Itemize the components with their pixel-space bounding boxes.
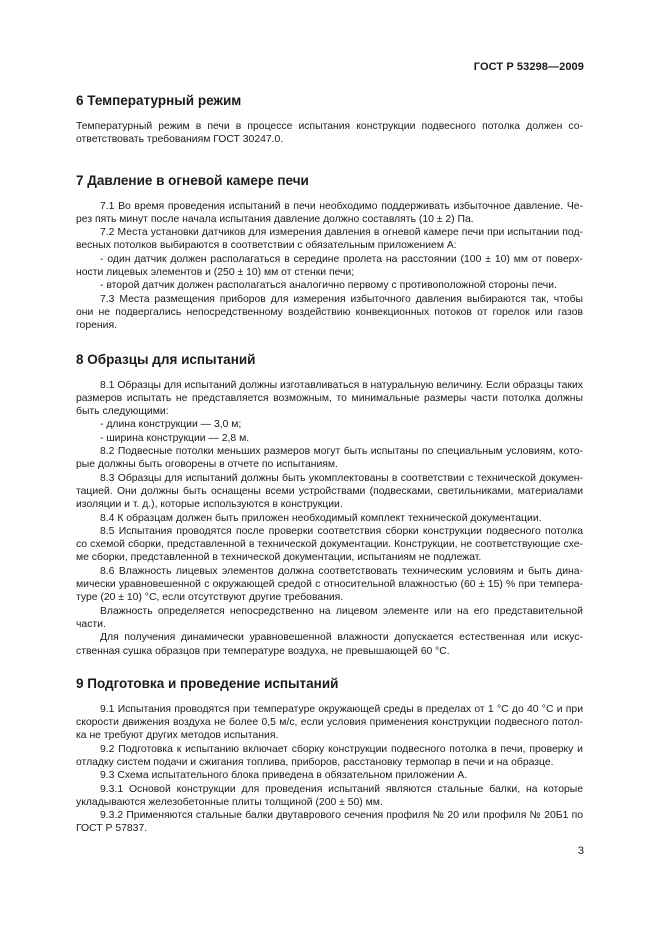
section-8-paragraph-1: 8.1 Образцы для испытаний должны изготавливаться в натуральную величину. Если образцы таких размеров испытать не представляется возможным, то минимальные размеры части потолка должны быть следующими: <box>76 379 583 418</box>
section-8-paragraph-5: 8.3 Образцы для испытаний должны быть укомплектованы в соответствии с технической документацией. Они должны быть оснащены всеми устройствами (подвесками, светильниками, материалами изоляции и т. д.), которые используются в конструкции. <box>76 472 583 511</box>
document-code: ГОСТ Р 53298—2009 <box>473 61 584 73</box>
section-8-paragraph-6: 8.4 К образцам должен быть приложен необходимый комплект технической документации. <box>100 512 542 524</box>
section-6-title: 6 Температурный режим <box>76 93 242 108</box>
section-8-paragraph-10: Для получения динамически уравновешенной влажности допускается естественная или искусственная сушка образцов при температуре воздуха, не превышающей 60 °С. <box>76 632 583 657</box>
section-9-paragraph-3: 9.3 Схема испытательного блока приведена в обязательном приложении А. <box>100 770 468 782</box>
section-9-paragraph-1: 9.1 Испытания проводятся при температуре окружающей среды в пределах от 1 °С до 40 °С и при скорости движения воздуха не более 0,5 м/с, если условия применения конструкции подвесного потолка не требуют других методов испытания. <box>76 703 583 742</box>
section-7-paragraph-3: - один датчик должен располагаться в середине пролета на расстоянии (100 ± 10) мм от поверхности лицевых элементов и (250 ± 10) мм от стенки печи; <box>76 253 583 279</box>
section-8-paragraph-9: Влажность определяется непосредственно на лицевом элементе или на его представительной части. <box>76 605 583 630</box>
section-8-paragraph-8: 8.6 Влажность лицевых элементов должна соответствовать техническим условиям и быть динамически уравновешенной с окружающей средой с относительной влажностью (60 ± 15) % при температуре (20 ± 10) °С, если отсутствуют другие требования. <box>76 565 583 604</box>
section-8-paragraph-4: 8.2 Подвесные потолки меньших размеров могут быть испытаны по специальным условиям, которые должны быть оговорены в отчете по испытаниям. <box>76 446 583 471</box>
section-7-paragraph-4: - второй датчик должен располагаться аналогично первому с противоположной стороны печи. <box>100 280 557 292</box>
section-7-paragraph-1: 7.1 Во время проведения испытаний в печи необходимо поддерживать избыточное давление. Через пять минут после начала испытания давление должно составлять (10 ± 2) Па. <box>76 200 583 225</box>
section-7-title: 7 Давление в огневой камере печи <box>76 172 309 188</box>
section-9-paragraph-2: 9.2 Подготовка к испытанию включает сборку конструкции подвесного потолка в печи, проверку и отладку систем подачи и сжигания топлива, приборов, расстановку термопар в печи и на образце. <box>76 743 583 768</box>
section-9-title: 9 Подготовка и проведение испытаний <box>76 675 339 691</box>
section-9-paragraph-4: 9.3.1 Основой конструкции для проведения испытаний являются стальные балки, на которые укладываются железобетонные плиты толщиной (200 ± 50) мм. <box>76 783 583 808</box>
section-7-paragraph-5: 7.3 Места размещения приборов для измерения избыточного давления выбираются так, чтобы они не подвергались непосредственному воздействию конвекционных потоков от горелок или газов горения. <box>76 293 583 332</box>
section-7-paragraph-2: 7.2 Места установки датчиков для измерения давления в огневой камере печи при испытании подвесных потолков выбираются в соответствии с обязательным приложением А: <box>76 227 583 252</box>
section-6-paragraph-1: Температурный режим в печи в процессе испытания конструкции подвесного потолка должен соответствовать требованиям ГОСТ 30247.0. <box>76 121 583 146</box>
section-8-paragraph-3: - ширина конструкции — 2,8 м. <box>100 432 250 444</box>
section-8-title: 8 Образцы для испытаний <box>76 351 256 367</box>
section-8-paragraph-7: 8.5 Испытания проводятся после проверки соответствия сборки конструкции подвесного потолка со схемой сборки, представленной в технической документации. Конструкции, не соответствующие схеме сборки, представленной в технической документации, испытаниям не подлежат. <box>76 525 583 564</box>
page-number: 3 <box>577 845 584 857</box>
section-9-paragraph-5: 9.3.2 Применяются стальные балки двутаврового сечения профиля № 20 или профиля № 20Б1 по ГОСТ Р 57837. <box>76 810 583 835</box>
document-body <box>76 92 583 836</box>
section-8-paragraph-2: - длина конструкции — 3,0 м; <box>100 419 242 431</box>
